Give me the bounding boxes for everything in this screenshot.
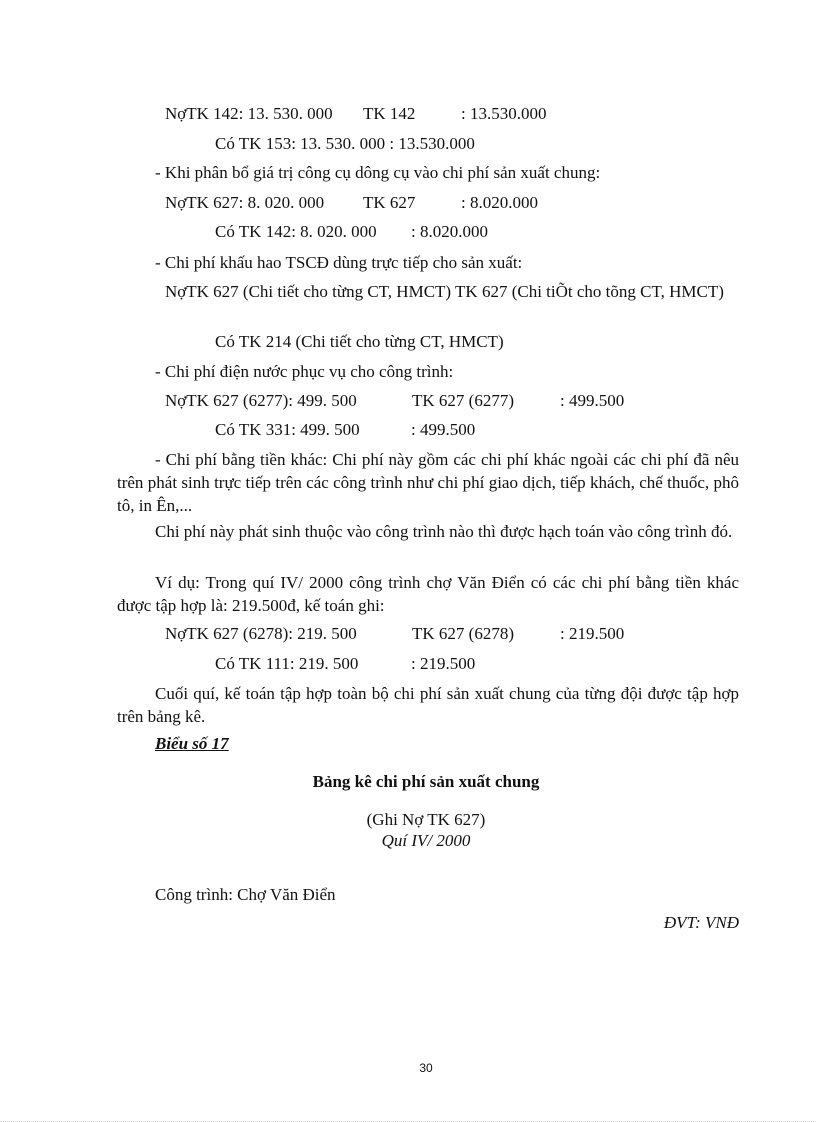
amount-text: : 499.500 bbox=[411, 420, 476, 439]
entry-line-13 bbox=[215, 654, 476, 674]
entry-line-4 bbox=[165, 193, 538, 213]
account-text: TK 627 (6277) bbox=[412, 391, 514, 410]
debit-text: NợTK 142: 13. 530. 000 bbox=[165, 104, 333, 123]
exhibit-label: Biểu số 17 bbox=[155, 734, 229, 753]
depreciation-entry bbox=[117, 280, 739, 303]
section-heading-utilities: - Chi phí điện nước phục vụ cho công trình: bbox=[155, 362, 454, 381]
paragraph-allocation-text: Chi phí này phát sinh thuộc vào công trình nào thì được hạch toán vào công trình đó. bbox=[155, 522, 733, 541]
account-text: TK 627 (6278) bbox=[412, 624, 514, 643]
entry-line-2 bbox=[215, 134, 475, 154]
amount-text: : 219.500 bbox=[560, 624, 625, 643]
amount-text: : 8.020.000 bbox=[461, 193, 538, 212]
project-name: Công trình: Chợ Văn Điển bbox=[155, 885, 336, 904]
currency-unit: ĐVT: VNĐ bbox=[663, 913, 739, 932]
table-title: Bảng kê chi phí sản xuất chung bbox=[312, 772, 540, 791]
credit-text: Có TK 153: 13. 530. 000 bbox=[215, 134, 386, 153]
section-heading-depreciation: - Chi phí khấu hao TSCĐ dùng trực tiếp cho sản xuất: bbox=[155, 253, 523, 272]
paragraph-example bbox=[117, 571, 739, 617]
section-heading-tools: - Khi phân bổ giá trị công cụ dông cụ vào chi phí sản xuất chung: bbox=[155, 163, 601, 182]
debit-text: NợTK 627: 8. 020. 000 bbox=[165, 193, 325, 212]
page-bottom-divider bbox=[0, 1121, 816, 1122]
account-text: TK 142 bbox=[363, 104, 416, 123]
paragraph-other-costs-text: - Chi phí bằng tiền khác: Chi phí này gồm các chi phí khác ngoài các chi phí đã nêu trên phát sinh trực tiếp trên các công trình như chi phí giao dịch, tiếp khách, chế thuốc, phô tô, in Ên,... bbox=[117, 450, 739, 515]
amount-text: : 499.500 bbox=[560, 391, 625, 410]
paragraph-other-costs bbox=[117, 448, 739, 517]
entry-line-12 bbox=[165, 624, 625, 644]
amount-text: : 13.530.000 bbox=[389, 134, 475, 153]
paragraph-summary bbox=[117, 682, 739, 728]
paragraph-allocation bbox=[117, 520, 739, 543]
amount-text: : 13.530.000 bbox=[461, 104, 547, 123]
account-text: TK 627 bbox=[363, 193, 416, 212]
paragraph-summary-text: Cuối quí, kế toán tập hợp toàn bộ chi phí sản xuất chung của từng đội được tập hợp trên bảng kê. bbox=[117, 684, 739, 726]
entry-line-11 bbox=[215, 420, 476, 440]
page-number: 30 bbox=[419, 1061, 433, 1075]
entry-line-5 bbox=[215, 222, 488, 242]
amount-text: : 219.500 bbox=[411, 654, 476, 673]
credit-text: Có TK 331: 499. 500 bbox=[215, 420, 360, 439]
credit-text: Có TK 142: 8. 020. 000 bbox=[215, 222, 377, 241]
entry-line-1 bbox=[165, 104, 547, 124]
debit-text: NợTK 627 (6278): 219. 500 bbox=[165, 624, 357, 643]
debit-text: NợTK 627 (6277): 499. 500 bbox=[165, 391, 357, 410]
table-period: Quí IV/ 2000 bbox=[381, 831, 471, 850]
paragraph-example-text: Ví dụ: Trong quí IV/ 2000 công trình chợ Văn Điển có các chi phí bằng tiền khác được tập hợp là: 219.500đ, kế toán ghi: bbox=[117, 573, 739, 615]
depreciation-credit: Có TK 214 (Chi tiết cho từng CT, HMCT) bbox=[215, 332, 504, 351]
amount-text: : 8.020.000 bbox=[411, 222, 488, 241]
table-subtitle: (Ghi Nợ TK 627) bbox=[366, 810, 486, 829]
depreciation-entry-text: NợTK 627 (Chi tiết cho từng CT, HMCT) TK 627 (Chi tiÕt cho tõng CT, HMCT) bbox=[165, 282, 724, 301]
entry-line-10 bbox=[165, 391, 625, 411]
credit-text: Có TK 111: 219. 500 bbox=[215, 654, 359, 673]
